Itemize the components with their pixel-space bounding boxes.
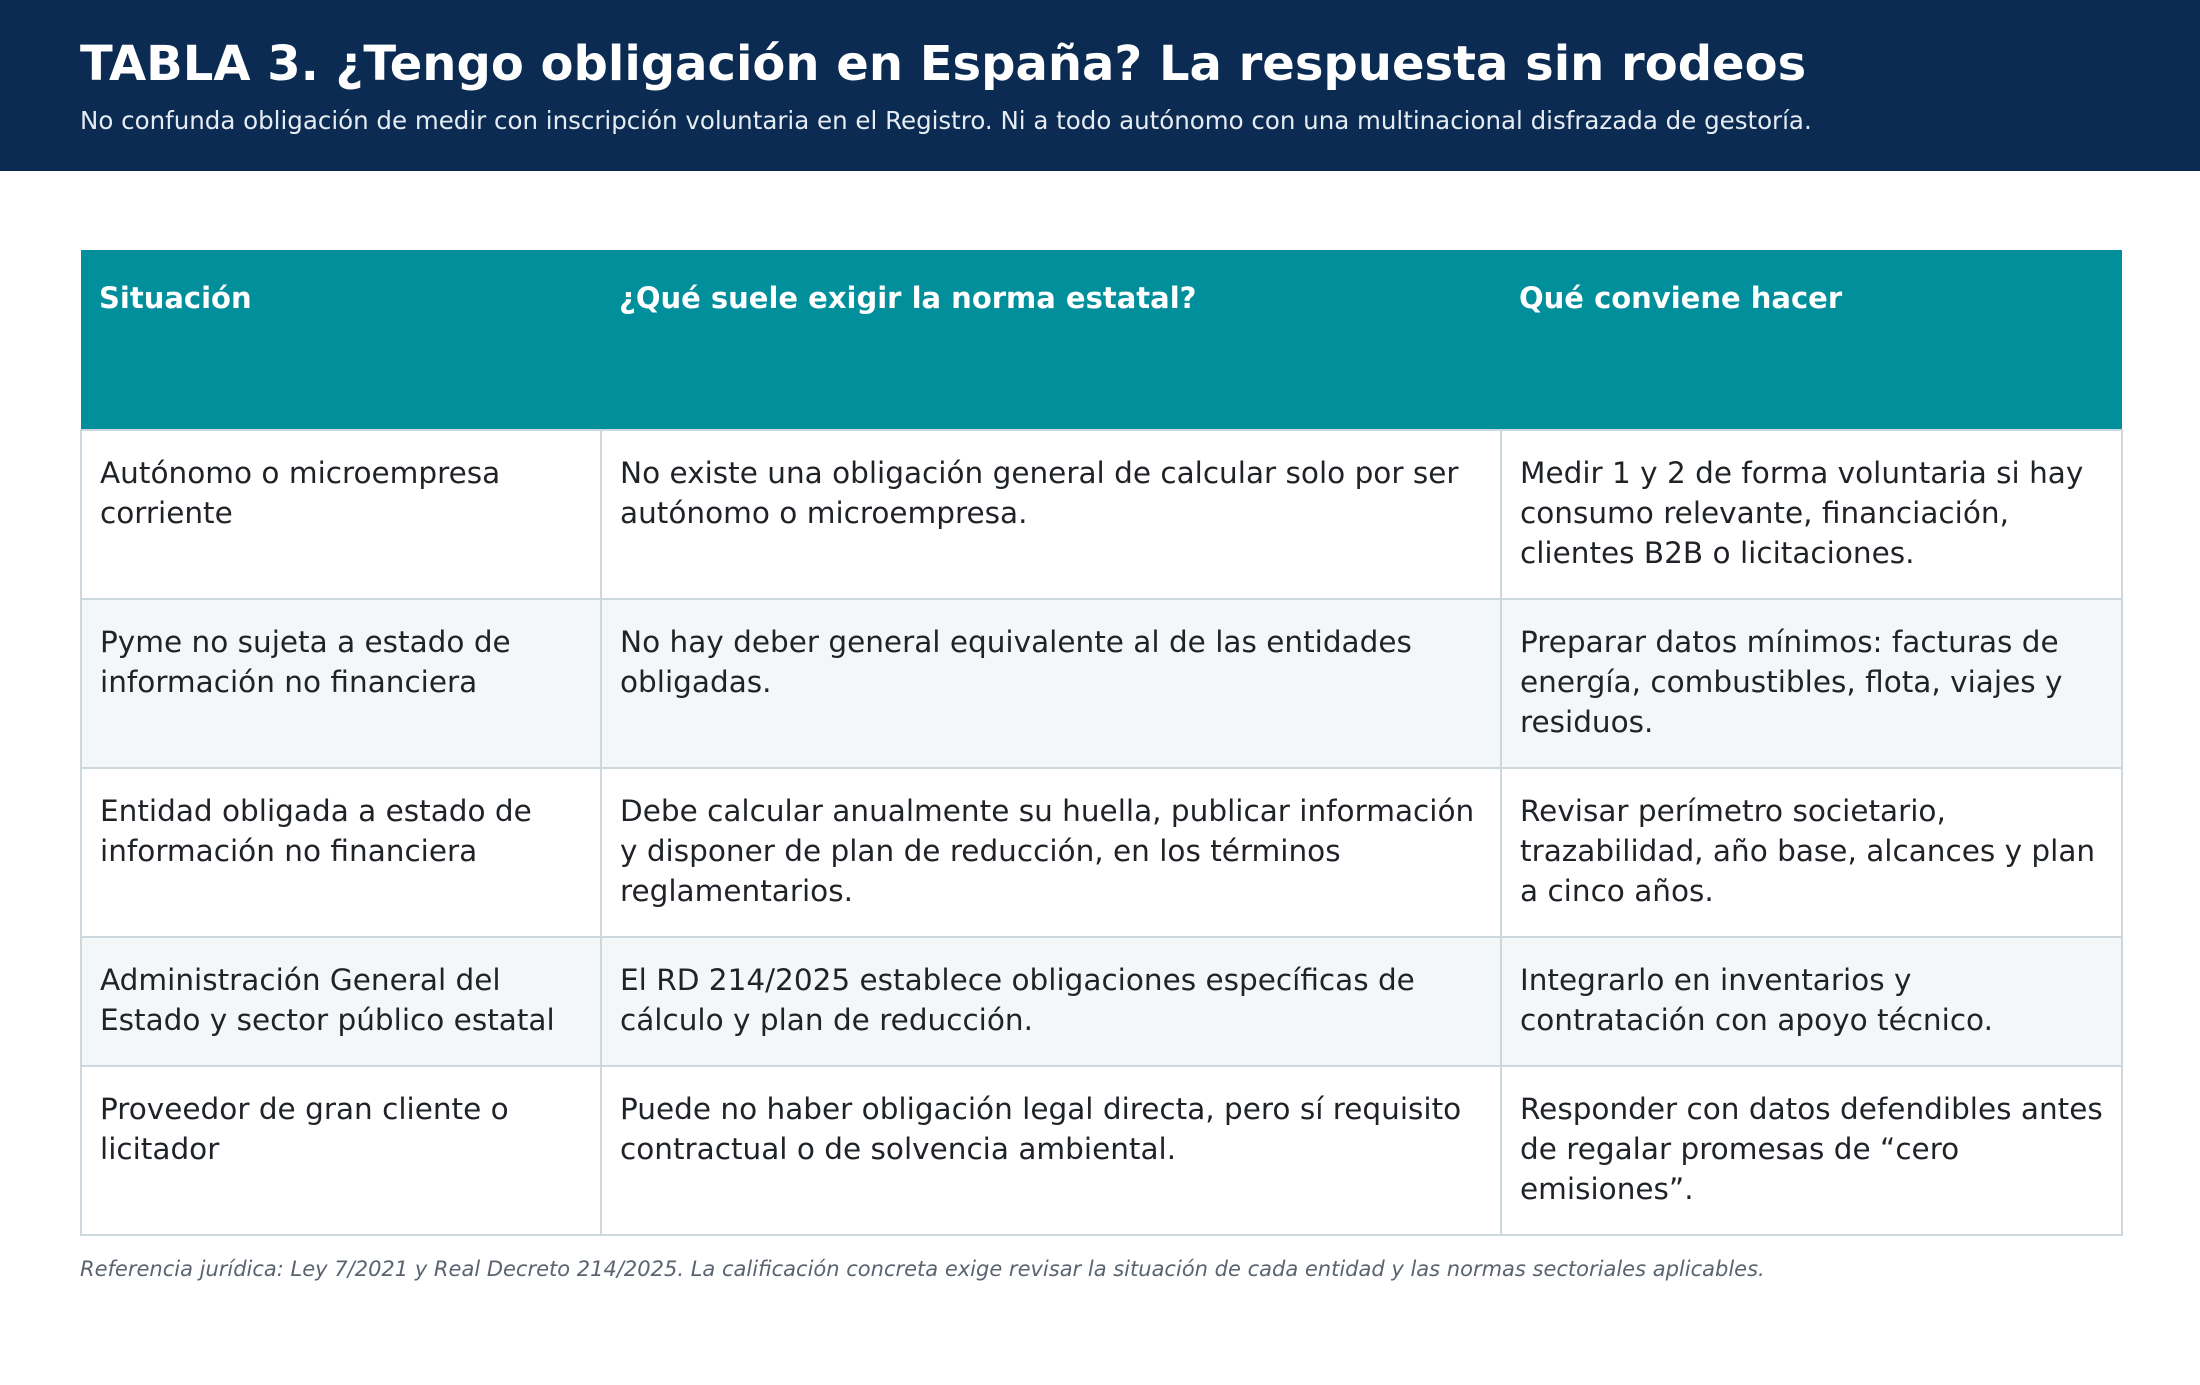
- table-cell-accion: Responder con datos defendibles antes de regalar promesas de “cero emisiones”.: [1501, 1066, 2122, 1235]
- table-cell-situacion: Proveedor de gran cliente o licitador: [81, 1066, 601, 1235]
- table-cell-situacion: Entidad obligada a estado de información no financiera: [81, 768, 601, 937]
- obligations-table: [80, 250, 2123, 1236]
- table-cell-accion: Integrarlo en inventarios y contratación con apoyo técnico.: [1501, 937, 2122, 1066]
- page-title: TABLA 3. ¿Tengo obligación en España? La respuesta sin rodeos: [80, 36, 1807, 92]
- table-cell-accion: Medir 1 y 2 de forma voluntaria si hay consumo relevante, financiación, clientes B2B o licitaciones.: [1501, 430, 2122, 599]
- column-header-situacion: Situación: [81, 250, 601, 430]
- table-cell-norma: Puede no haber obligación legal directa, pero sí requisito contractual o de solvencia ambiental.: [601, 1066, 1501, 1235]
- table-row: [81, 768, 2122, 937]
- legal-footnote: Referencia jurídica: Ley 7/2021 y Real Decreto 214/2025. La calificación concreta exige revisar la situación de cada entidad y las normas sectoriales aplicables.: [80, 1257, 1765, 1281]
- table-cell-norma: Debe calcular anualmente su huella, publicar información y disponer de plan de reducción, en los términos reglamentarios.: [601, 768, 1501, 937]
- column-header-norma-estatal: ¿Qué suele exigir la norma estatal?: [601, 250, 1501, 430]
- table-row: [81, 599, 2122, 768]
- table-header-row: [81, 250, 2122, 430]
- column-header-que-hacer: Qué conviene hacer: [1501, 250, 2122, 430]
- table-cell-norma: El RD 214/2025 establece obligaciones específicas de cálculo y plan de reducción.: [601, 937, 1501, 1066]
- table-row: [81, 937, 2122, 1066]
- page-header: [0, 0, 2200, 171]
- table-cell-norma: No existe una obligación general de calcular solo por ser autónomo o microempresa.: [601, 430, 1501, 599]
- table-cell-accion: Revisar perímetro societario, trazabilidad, año base, alcances y plan a cinco años.: [1501, 768, 2122, 937]
- page-subtitle: No confunda obligación de medir con inscripción voluntaria en el Registro. Ni a todo autónomo con una multinacional disfrazada de gestoría.: [80, 106, 1812, 135]
- table-row: [81, 1066, 2122, 1235]
- table-cell-situacion: Administración General del Estado y sector público estatal: [81, 937, 601, 1066]
- table-cell-situacion: Autónomo o microempresa corriente: [81, 430, 601, 599]
- table-cell-accion: Preparar datos mínimos: facturas de energía, combustibles, flota, viajes y residuos.: [1501, 599, 2122, 768]
- table-row: [81, 430, 2122, 599]
- table-cell-situacion: Pyme no sujeta a estado de información no financiera: [81, 599, 601, 768]
- table-cell-norma: No hay deber general equivalente al de las entidades obligadas.: [601, 599, 1501, 768]
